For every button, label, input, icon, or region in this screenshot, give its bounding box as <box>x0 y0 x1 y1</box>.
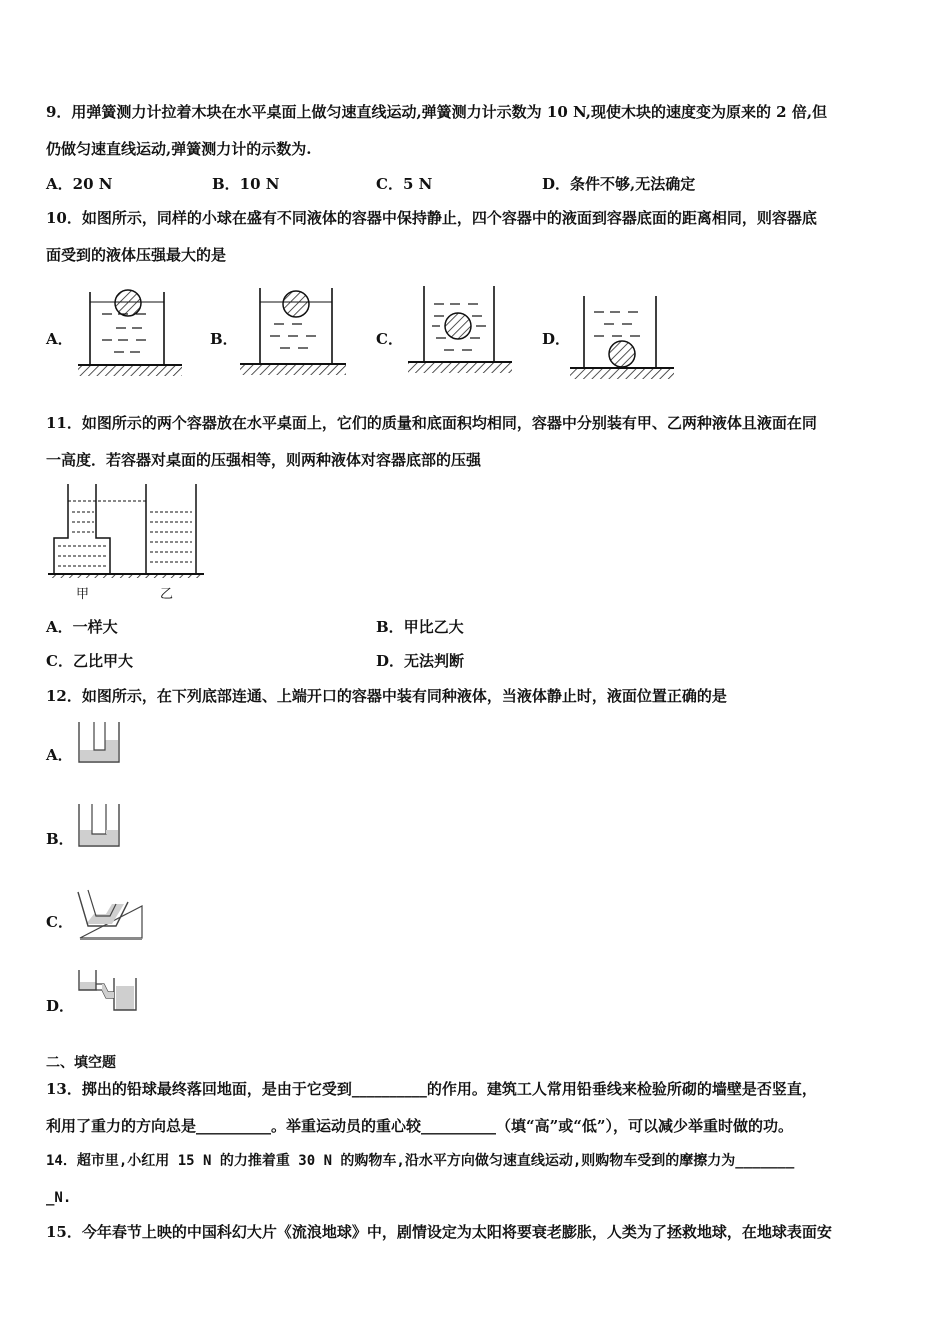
q9-option-c: C．5 N <box>376 175 433 193</box>
q9-option-b: B．10 N <box>212 175 280 193</box>
q12-label-a: A． <box>46 746 73 764</box>
q12-figure-a <box>76 722 122 766</box>
q10-label-c: C． <box>376 330 403 348</box>
q12-label-d: D． <box>46 997 75 1015</box>
q10-figure-c <box>406 280 516 376</box>
q11-option-c: C．乙比甲大 <box>46 652 133 670</box>
q10-label-d: D． <box>542 330 571 348</box>
q11-label-yi: 乙 <box>160 587 174 602</box>
section-title-fill-blank: 二、填空题 <box>46 1055 116 1071</box>
q12-label-c: C． <box>46 913 73 931</box>
q11-option-a: A．一样大 <box>46 618 118 636</box>
q12-figure-b <box>76 804 122 850</box>
q11-text-line2: 一高度．若容器对桌面的压强相等，则两种液体对容器底部的压强 <box>46 451 482 469</box>
q9-option-d: D．条件不够,无法确定 <box>542 175 696 193</box>
q9-option-a: A．20 N <box>46 175 113 193</box>
q14-text-line1: 14．超市里,小红用 15 N 的力推着重 30 N 的购物车,沿水平方向做匀速直线运动,则购物车受到的摩擦力为_______ <box>46 1153 795 1169</box>
q11-label-jia: 甲 <box>76 587 90 602</box>
q14-text-line2: _N. <box>46 1190 72 1206</box>
q9-text-line1: 9．用弹簧测力计拉着木块在水平桌面上做匀速直线运动,弹簧测力计示数为 10 N,现使木块的速度变为原来的 2 倍,但 <box>46 103 828 121</box>
q10-label-b: B． <box>210 330 238 348</box>
q10-figure-a <box>78 284 184 378</box>
q11-option-d: D．无法判断 <box>376 652 465 670</box>
q12-figure-c <box>76 882 144 940</box>
q13-text-line2: 利用了重力的方向总是__________。举重运动员的重心较__________（填“高”或“低”），可以减少举重时做的功。 <box>46 1117 794 1135</box>
q10-text-line1: 10．如图所示，同样的小球在盛有不同液体的容器中保持静止，四个容器中的液面到容器底面的距离相同，则容器底 <box>46 209 817 227</box>
q10-label-a: A． <box>46 330 73 348</box>
q10-figure-b <box>240 284 348 378</box>
q11-text-line1: 11．如图所示的两个容器放在水平桌面上，它们的质量和底面积均相同，容器中分别装有甲、乙两种液体且液面在同 <box>46 414 817 432</box>
q9-text-line2: 仍做匀速直线运动,弹簧测力计的示数为. <box>46 140 312 158</box>
q10-figure-d <box>570 290 676 380</box>
q12-label-b: B． <box>46 830 74 848</box>
q12-figure-d <box>76 970 138 1014</box>
q15-text-line1: 15．今年春节上映的中国科幻大片《流浪地球》中，剧情设定为太阳将要衰老膨胀，人类为了拯救地球，在地球表面安 <box>46 1223 832 1241</box>
q11-option-b: B．甲比乙大 <box>376 618 464 636</box>
q12-text-line1: 12．如图所示，在下列底部连通、上端开口的容器中装有同种液体，当液体静止时，液面位置正确的是 <box>46 687 727 705</box>
q10-text-line2: 面受到的液体压强最大的是 <box>46 246 227 264</box>
q11-figure-containers <box>46 482 206 578</box>
q13-text-line1: 13．掷出的铅球最终落回地面，是由于它受到__________的作用。建筑工人常用铅垂线来检验所砌的墙壁是否竖直， <box>46 1080 817 1098</box>
